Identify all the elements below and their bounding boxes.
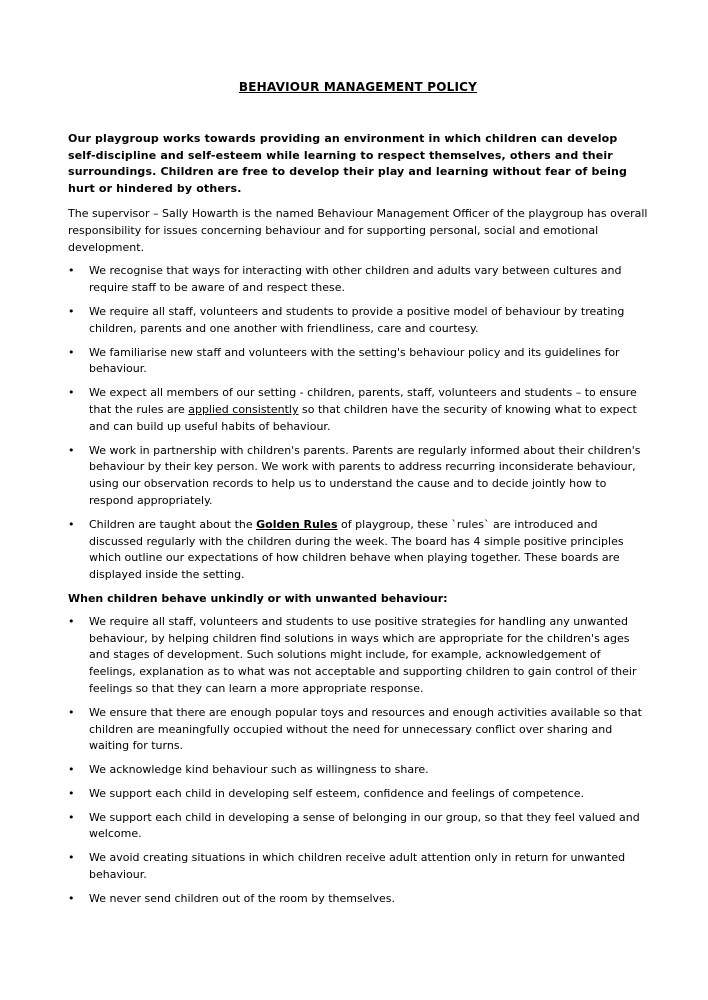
bullet-icon: • [68, 443, 75, 457]
list-item-text: We recognise that ways for interacting with other children and adults vary between cultures and require staff to be aware of and respect these. [89, 264, 622, 295]
list-item-text: We support each child in developing a sense of belonging in our group, so that they feel valued and welcome. [89, 810, 640, 841]
bullet-icon: • [68, 851, 75, 865]
policy-list [68, 263, 648, 584]
expect-text-start: We expect all members of our setting - children, parents, staff, volunteers and students – to ensure that the rules are [89, 386, 637, 416]
intro-paragraph: Our playgroup works towards providing an environment in which children can develop self-discipline and self-esteem while learning to respect themselves, others and their surroundings. Children are free to develop their play and learning without fear of being hurt or hindered by others. [68, 131, 628, 196]
page-title: BEHAVIOUR MANAGEMENT POLICY [238, 80, 478, 94]
bullet-icon: • [68, 763, 75, 777]
list-item [68, 263, 648, 297]
list-item [68, 614, 648, 698]
list-item-text [89, 518, 624, 581]
list-item [68, 786, 648, 803]
bullet-icon: • [68, 386, 75, 400]
list-item [68, 517, 648, 584]
list-item [68, 762, 648, 779]
list-item-text: We familiarise new staff and volunteers with the setting's behaviour policy and its guidelines for behaviour. [89, 345, 620, 376]
bullet-icon: • [68, 345, 75, 359]
list-item [68, 304, 648, 338]
list-item-text: We support each child in developing self esteem, confidence and feelings of competence. [89, 786, 584, 800]
list-item [68, 810, 648, 844]
list-item [68, 385, 648, 435]
bullet-icon: • [68, 891, 75, 905]
list-item [68, 345, 648, 379]
applied-consistently-emphasis: applied consistently [188, 402, 299, 416]
bullet-icon: • [68, 614, 75, 628]
bullet-icon: • [68, 705, 75, 719]
list-item-text: We require all staff, volunteers and students to provide a positive model of behaviour by treating children, parents and one another with friendliness, care and courtesy. [89, 304, 625, 335]
list-item [68, 850, 648, 884]
list-item-text: We acknowledge kind behaviour such as willingness to share. [89, 763, 429, 777]
list-item [68, 891, 648, 908]
list-item [68, 443, 648, 510]
list-item-text: We ensure that there are enough popular toys and resources and enough activities available so that children are meaningfully occupied without the need for unnecessary conflict over sharing and waiting for turns. [89, 705, 642, 753]
supervisor-paragraph: The supervisor – Sally Howarth is the named Behaviour Management Officer of the playgroup has overall responsibility for issues concerning behaviour and for supporting personal, social and emotional development. [68, 206, 648, 254]
bullet-icon: • [68, 810, 75, 824]
list-item-text: We work in partnership with children's parents. Parents are regularly informed about their children's behaviour by their key person. We work with parents to address recurring inconsiderate behaviour, using our observation records to help us to understand the cause and to decide jointly how to respond appropriately. [89, 443, 641, 507]
bullet-icon: • [68, 304, 75, 318]
golden-text-start: Children are taught about the [89, 517, 257, 531]
bullet-icon: • [68, 264, 75, 278]
list-item-text: We never send children out of the room by themselves. [89, 891, 396, 905]
bullet-icon: • [68, 786, 75, 800]
list-item [68, 705, 648, 755]
list-item-text [89, 386, 637, 433]
bullet-icon: • [68, 517, 75, 531]
unkind-behaviour-list [68, 614, 648, 908]
golden-text-end: of playgroup, these `rules` are introduced and discussed regularly with the children during the week. The board has 4 simple positive principles which outline our expectations of how children behave when playing together. These boards are displayed inside the setting. [89, 517, 624, 582]
expect-text-end: so that children have the security of knowing what to expect and can build up useful habits of behaviour. [89, 402, 637, 433]
list-item-text: We avoid creating situations in which children receive adult attention only in return for unwanted behaviour. [89, 851, 626, 882]
golden-rules-emphasis: Golden Rules [256, 517, 338, 531]
section-subheading: When children behave unkindly or with unwanted behaviour: [68, 591, 448, 605]
list-item-text: We require all staff, volunteers and students to use positive strategies for handling any unwanted behaviour, by helping children find solutions in ways which are appropriate for the children's ages and stages of development. Such solutions might include, for example, acknowledgement of feelings, explanation as to what was not acceptable and supporting children to gain control of their feelings so that they can learn a more appropriate response. [89, 614, 637, 695]
